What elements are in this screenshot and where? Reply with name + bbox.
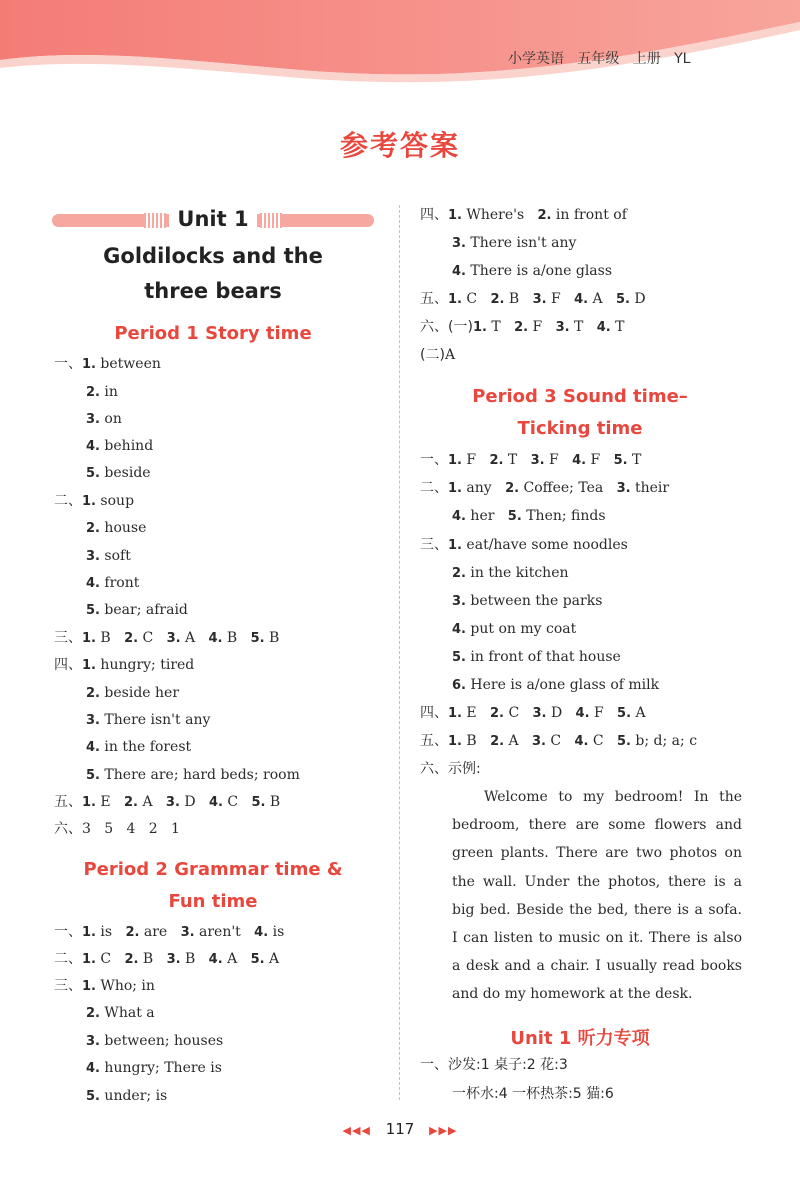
header-grade: 五年级 (577, 51, 620, 67)
item-number: 4. (572, 453, 587, 468)
question-marker: 三、 (420, 537, 448, 553)
answer-line (86, 1004, 155, 1023)
question-marker: 三、 (54, 978, 82, 994)
question-marker: 二、 (54, 493, 82, 509)
answer-text: Where's (461, 207, 538, 223)
answer-text: T (627, 452, 642, 468)
item-number: 1. (448, 734, 462, 749)
answer-line (452, 648, 621, 667)
item-number: 4. (208, 795, 223, 810)
question-marker: 五、 (420, 733, 448, 749)
item-number: 4. (254, 925, 269, 940)
answer-text: D (179, 794, 209, 810)
column-divider (399, 205, 400, 1100)
period-3-heading-line1: Period 3 Sound time– (472, 386, 688, 407)
item-number: 4. (86, 576, 100, 591)
answer-text: under; is (99, 1088, 168, 1104)
answer-text: hungry; tired (95, 657, 195, 673)
item-number: 3. (165, 795, 180, 810)
item-number: 5. (250, 952, 265, 967)
period-2-heading-line1: Period 2 Grammar time & (83, 859, 343, 880)
answer-text: B (461, 733, 491, 749)
item-number: 4. (452, 264, 466, 279)
answer-line (420, 346, 455, 364)
answer-text: Who; in (95, 978, 155, 994)
answer-text: B (265, 794, 281, 810)
answer-line (86, 1087, 167, 1106)
answer-line (420, 290, 646, 309)
answer-text: Coffee; Tea (519, 480, 617, 496)
item-number: 2. (490, 734, 505, 749)
item-number: 2. (86, 521, 100, 536)
answer-text: What a (99, 1005, 155, 1021)
unit-label: Unit 1 (169, 207, 256, 231)
answer-line (54, 793, 280, 812)
item-number: 3. (555, 320, 570, 335)
answer-text: D (629, 291, 646, 307)
answer-line (86, 711, 210, 730)
item-number: 4. (574, 292, 589, 307)
answer-text: bear; afraid (99, 602, 188, 618)
item-number: 3. (532, 292, 547, 307)
answer-line (420, 704, 646, 723)
item-number: 3. (530, 453, 545, 468)
item-number: 1. (448, 481, 462, 496)
answer-line (54, 923, 284, 942)
item-number: 4. (575, 706, 590, 721)
answer-line (54, 355, 161, 374)
header-term: 上册 (632, 51, 661, 67)
item-number: 3. (616, 481, 631, 496)
answer-line (86, 519, 146, 538)
essay-paragraph: Welcome to my bedroom! In the bedroom, there are some flowers and green plants. There are two photos on the wall. Under the photos, there is a big bed. Beside the bed, there is a sofa. I can listen to music on it. There is also a desk and a chair. I usually read books and do my homework at the desk. (452, 789, 742, 1003)
answer-line (452, 234, 576, 253)
item-number: 1. (448, 538, 462, 553)
answer-text: B (180, 951, 209, 967)
answer-text: E (95, 794, 125, 810)
answer-line (86, 574, 139, 593)
answer-line (86, 1059, 222, 1078)
answer-text: F (544, 452, 573, 468)
answer-text: C (588, 733, 617, 749)
answer-line (86, 601, 188, 620)
item-number: 2. (452, 566, 466, 581)
unit-title-line1: Goldilocks and the (103, 244, 323, 268)
answer-text: between; houses (99, 1033, 224, 1049)
answer-line (54, 950, 279, 969)
answer-line (86, 410, 122, 429)
answer-line (420, 732, 697, 751)
question-marker: 一、 (420, 452, 448, 468)
answer-line (54, 492, 134, 511)
item-number: 5. (452, 650, 466, 665)
answer-text: C (461, 291, 491, 307)
item-number: 2. (489, 453, 504, 468)
answer-text: between (95, 356, 161, 372)
answer-text: B (138, 951, 167, 967)
answer-text: A (222, 951, 251, 967)
period-3-heading-line2: Ticking time (517, 418, 643, 439)
item-number: 5. (86, 603, 100, 618)
answer-text: There are; hard beds; room (99, 767, 300, 783)
period-1-heading: Period 1 Story time (114, 323, 312, 344)
item-number: 5. (507, 509, 522, 524)
answer-text: in front of that house (465, 649, 621, 665)
answer-text: put on my coat (465, 621, 577, 637)
item-number: 5. (616, 734, 631, 749)
answer-text: F (528, 319, 556, 335)
item-number: 3. (531, 734, 546, 749)
answer-text: F (589, 705, 618, 721)
item-number: 1. (448, 706, 462, 721)
header-info (508, 48, 690, 68)
answer-text: T (486, 319, 515, 335)
item-number: 2. (490, 292, 505, 307)
question-marker: 六、示例: (420, 761, 481, 777)
answer-line (86, 437, 153, 456)
unit-title-line2: three bears (144, 279, 282, 303)
prev-arrows-icon: ◀◀◀ (342, 1124, 371, 1137)
answer-text: There is a/one glass (465, 263, 613, 279)
answer-text: T (610, 319, 625, 335)
page-title: 参考答案 (339, 129, 460, 162)
answer-line (54, 977, 155, 996)
unit-heading (52, 207, 374, 233)
item-number: 2. (86, 1006, 100, 1021)
answer-text: beside her (99, 685, 180, 701)
answer-text: in the forest (99, 739, 192, 755)
answer-text: T (503, 452, 531, 468)
item-number: 4. (208, 952, 223, 967)
item-number: 2. (124, 952, 139, 967)
answer-text: B (264, 630, 280, 646)
answer-line (420, 451, 641, 470)
item-number: 5. (86, 768, 100, 783)
answer-text: soft (99, 548, 131, 564)
item-number: 4. (86, 1061, 100, 1076)
answer-text: on (99, 411, 122, 427)
item-number: 1. (472, 320, 487, 335)
item-number: 3. (452, 594, 466, 609)
item-number: 3. (166, 631, 181, 646)
answer-line (86, 766, 300, 785)
question-marker: 二、 (54, 951, 82, 967)
answer-text: A (631, 705, 646, 721)
item-number: 2. (125, 925, 140, 940)
answer-line (54, 629, 279, 648)
answer-text: A (504, 733, 532, 749)
answer-text: C (504, 705, 533, 721)
item-number: 1. (82, 357, 96, 372)
listening-heading: Unit 1 听力专项 (510, 1028, 650, 1049)
answer-text: eat/have some noodles (461, 537, 628, 553)
answer-text: C (138, 630, 167, 646)
answer-line (86, 738, 191, 757)
listening-line-2: 一杯水:4 一杯热茶:5 猫:6 (452, 1086, 614, 1102)
answer-line (452, 592, 602, 611)
item-number: 1. (82, 494, 96, 509)
item-number: 1. (82, 952, 96, 967)
item-number: 1. (82, 925, 96, 940)
question-marker: 二、 (420, 480, 448, 496)
answer-text: between the parks (465, 593, 603, 609)
question-marker: 一、 (54, 924, 82, 940)
item-number: 3. (452, 236, 466, 251)
question-marker: 四、 (420, 207, 448, 223)
answer-line (86, 383, 118, 402)
item-number: 3. (532, 706, 547, 721)
answer-line (420, 760, 481, 778)
answer-text: front (99, 575, 140, 591)
question-marker: 六、 (54, 821, 82, 837)
question-marker: 五、 (420, 291, 448, 307)
answer-line (420, 318, 624, 337)
listening-line-1: 一、沙发:1 桌子:2 花:3 (420, 1057, 568, 1073)
answer-text: C (545, 733, 575, 749)
item-number: 4. (452, 622, 466, 637)
question-marker: 六、(一) (420, 319, 473, 335)
answer-text: A (444, 347, 456, 363)
item-number: 1. (448, 453, 462, 468)
answer-line (452, 507, 606, 526)
question-marker: 四、 (54, 657, 82, 673)
question-marker: 三、 (54, 630, 82, 646)
answer-text: is (268, 924, 285, 940)
unit-label-wrap (52, 207, 374, 231)
item-number: 5. (250, 631, 265, 646)
answer-text: There isn't any (465, 235, 577, 251)
item-number: 2. (505, 481, 520, 496)
answer-line (86, 1032, 223, 1051)
answer-line (420, 206, 627, 225)
answer-text: A (138, 794, 166, 810)
answer-text: B (504, 291, 533, 307)
answer-text: A (264, 951, 280, 967)
answer-text: C (95, 951, 125, 967)
item-number: 3. (86, 1034, 100, 1049)
item-number: 1. (82, 979, 96, 994)
page-number: 117 (385, 1120, 415, 1138)
answer-text: in the kitchen (465, 565, 569, 581)
item-number: 5. (617, 706, 632, 721)
item-number: 4. (86, 740, 100, 755)
answer-line (86, 547, 131, 566)
item-number: 3. (86, 412, 100, 427)
header-edition: YL (674, 51, 691, 67)
answer-text: C (222, 794, 252, 810)
item-number: 2. (86, 686, 100, 701)
item-number: 4. (452, 509, 466, 524)
item-number: 3. (166, 952, 181, 967)
answer-text: B (95, 630, 125, 646)
item-number: 3. (86, 713, 100, 728)
answer-line (452, 564, 569, 583)
answer-text: D (546, 705, 576, 721)
answer-text: There isn't any (99, 712, 211, 728)
answer-line (86, 464, 151, 483)
page-footer (0, 1120, 800, 1138)
answer-line (420, 479, 669, 498)
answer-line (452, 620, 576, 639)
answer-text: Here is a/one glass of milk (465, 677, 660, 693)
answer-text: are (139, 924, 181, 940)
answer-line (54, 656, 194, 675)
item-number: 3. (86, 549, 100, 564)
answer-line (86, 684, 179, 703)
answer-line (452, 262, 612, 281)
answer-text: T (569, 319, 597, 335)
item-number: 4. (574, 734, 589, 749)
answer-line (54, 820, 180, 838)
item-number: 1. (82, 658, 96, 673)
item-number: 5. (86, 466, 100, 481)
item-number: 1. (448, 208, 462, 223)
answer-text: A (588, 291, 616, 307)
item-number: 3. (180, 925, 195, 940)
item-number: 5. (86, 1089, 100, 1104)
answer-text: E (461, 705, 491, 721)
item-number: 5. (251, 795, 266, 810)
answer-text: b; d; a; c (630, 733, 698, 749)
answer-text: F (461, 452, 490, 468)
item-number: 1. (448, 292, 462, 307)
item-number: 2. (490, 706, 504, 721)
answer-text: hungry; There is (99, 1060, 222, 1076)
item-number: 4. (208, 631, 223, 646)
answer-text: F (546, 291, 575, 307)
item-number: 1. (82, 795, 96, 810)
next-arrows-icon: ▶▶▶ (429, 1124, 458, 1137)
item-number: 6. (452, 678, 466, 693)
item-number: 2. (537, 208, 552, 223)
answer-text: in front of (551, 207, 627, 223)
answer-text: F (586, 452, 614, 468)
item-number: 4. (596, 320, 611, 335)
answer-text: 3 5 4 2 1 (82, 821, 180, 837)
answer-text: her (465, 508, 508, 524)
item-number: 5. (615, 292, 630, 307)
answer-text: is (95, 924, 126, 940)
answer-text: aren't (194, 924, 255, 940)
answer-text: behind (99, 438, 154, 454)
item-number: 2. (514, 320, 529, 335)
item-number: 2. (86, 385, 100, 400)
answer-text: B (222, 630, 251, 646)
question-marker: 一、 (54, 356, 82, 372)
question-marker: 四、 (420, 705, 448, 721)
answer-text: in (99, 384, 118, 400)
period-2-heading-line2: Fun time (168, 891, 258, 912)
answer-text: soup (95, 493, 135, 509)
answer-text: any (461, 480, 506, 496)
item-number: 1. (82, 631, 96, 646)
question-marker: 五、 (54, 794, 82, 810)
answer-line (420, 536, 628, 555)
item-number: 4. (86, 439, 100, 454)
item-number: 2. (124, 631, 139, 646)
item-number: 2. (124, 795, 138, 810)
answer-line (452, 676, 659, 695)
answer-text: Then; finds (521, 508, 606, 524)
answer-text: house (99, 520, 147, 536)
item-number: 5. (613, 453, 628, 468)
question-marker: (二) (420, 347, 445, 363)
answer-text: their (630, 480, 670, 496)
header-subject: 小学英语 (508, 51, 564, 67)
answer-text: A (180, 630, 209, 646)
answer-text: beside (99, 465, 151, 481)
